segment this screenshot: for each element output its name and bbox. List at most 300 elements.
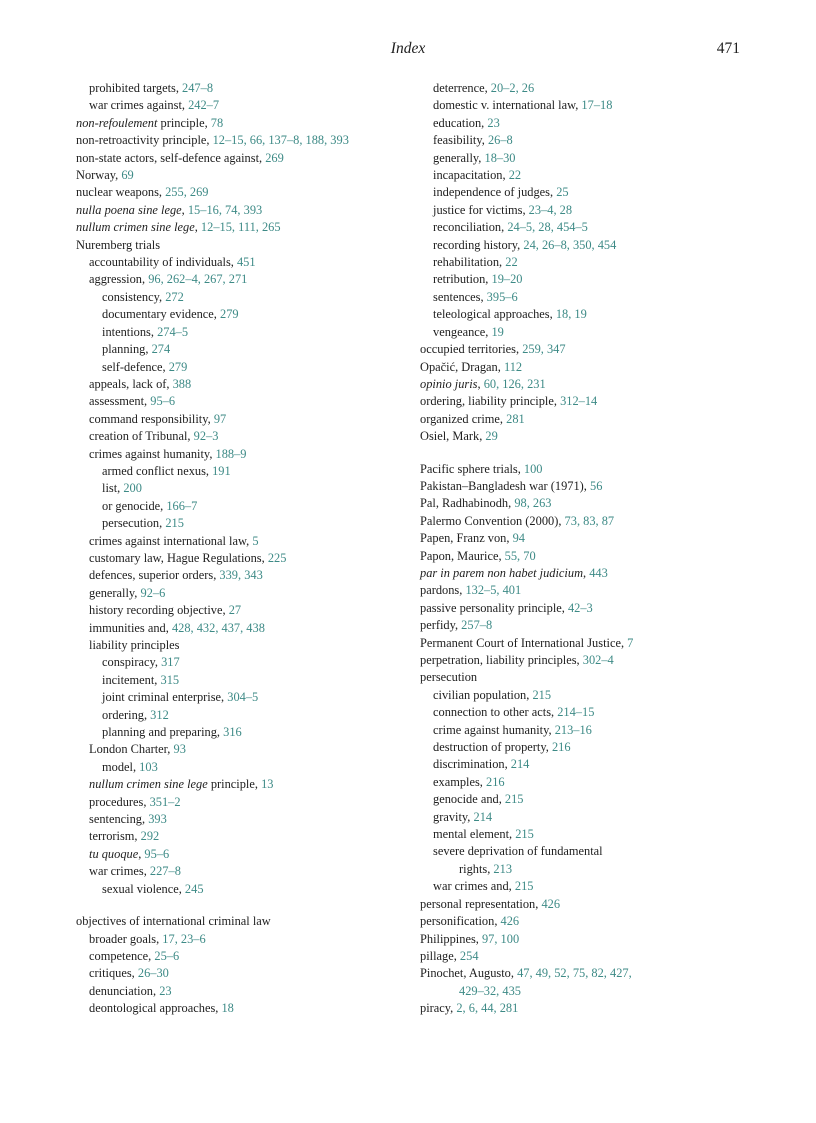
entry-text: Palermo Convention (2000), <box>420 513 565 528</box>
index-entry <box>420 478 760 495</box>
page-reference: 18, 19 <box>555 307 587 322</box>
index-entry <box>420 341 760 358</box>
index-subentry <box>420 202 760 219</box>
page-reference: 215 <box>515 827 534 842</box>
page-reference: 225 <box>267 550 287 565</box>
page-reference: 426 <box>500 914 520 929</box>
entry-text: consistency, <box>102 289 166 304</box>
page-reference: 23 <box>487 115 500 130</box>
index-entry <box>420 461 760 478</box>
index-subentry <box>76 811 406 828</box>
entry-text: accountability of individuals, <box>89 255 237 270</box>
page-reference: 216 <box>551 740 571 755</box>
index-subentry <box>76 463 406 480</box>
page-reference: 216 <box>486 774 505 789</box>
page-reference: 395–6 <box>486 289 518 304</box>
entry-text: ordering, <box>102 707 151 722</box>
page-reference: 242–7 <box>188 98 220 113</box>
page-reference: 269 <box>265 150 284 165</box>
index-subentry <box>76 289 406 306</box>
entry-text: planning, <box>102 342 152 357</box>
page-reference: 259, 347 <box>522 342 566 357</box>
index-subentry <box>420 826 760 843</box>
index-subentry <box>76 689 406 706</box>
entry-text: principle, <box>157 115 211 130</box>
entry-text: discrimination, <box>433 757 511 772</box>
entry-text: severe deprivation of fundamental <box>433 844 603 859</box>
entry-text: nuclear weapons, <box>76 185 166 200</box>
page-reference: 26–30 <box>137 966 169 981</box>
entry-text: list, <box>102 481 124 496</box>
index-subentry <box>76 324 406 341</box>
entry-text: Pinochet, Augusto, <box>420 966 518 981</box>
entry-text: defences, superior orders, <box>89 568 220 583</box>
index-subentry <box>76 637 406 654</box>
entry-text: customary law, Hague Regulations, <box>89 550 268 565</box>
page-reference: 25 <box>556 185 569 200</box>
index-subentry <box>76 602 406 619</box>
page-reference: 94 <box>512 531 525 546</box>
entry-text: Pal, Radhabinodh, <box>420 496 515 511</box>
page-reference: 12–15, 111, 265 <box>200 220 281 235</box>
index-subentry <box>76 306 406 323</box>
entry-text: Pacific sphere trials, <box>420 461 524 476</box>
page-reference: 428, 432, 437, 438 <box>171 620 265 635</box>
page-reference: 227–8 <box>149 864 181 879</box>
entry-text: critiques, <box>89 966 138 981</box>
page-reference: 451 <box>236 255 256 270</box>
index-entry <box>76 132 406 149</box>
page-reference: 20–2, 26 <box>490 81 535 95</box>
index-entry <box>420 652 760 669</box>
page-reference: 316 <box>223 725 242 740</box>
page-reference: 19 <box>491 324 504 339</box>
index-entry <box>420 635 760 652</box>
entry-text: Nuremberg trials <box>76 237 161 252</box>
entry-text: gravity, <box>433 809 474 824</box>
index-subentry <box>76 376 406 393</box>
index-entry <box>420 913 760 930</box>
index-subentry <box>420 739 760 756</box>
page-reference: 95–6 <box>144 846 170 861</box>
index-subentry <box>420 184 760 201</box>
page-reference: 22 <box>508 168 522 183</box>
entry-text: incitement, <box>102 672 161 687</box>
entry-text: terrorism, <box>89 829 141 844</box>
index-entry <box>420 495 760 512</box>
page-reference: 312–14 <box>560 394 598 409</box>
index-subentry <box>76 776 406 793</box>
page-reference: 274 <box>151 342 171 357</box>
entry-text: aggression, <box>89 272 149 287</box>
page-reference: 257–8 <box>461 618 493 633</box>
index-subentry <box>420 809 760 826</box>
entry-text: broader goals, <box>89 931 163 946</box>
page-reference: 339, 343 <box>219 568 263 583</box>
index-entry <box>76 167 406 184</box>
index-subentry <box>420 271 760 288</box>
index-subentry <box>76 480 406 497</box>
entry-text: Norway, <box>76 168 122 183</box>
index-subentry <box>76 1000 406 1017</box>
page-reference: 188–9 <box>215 446 247 461</box>
page-reference: 103 <box>139 759 158 774</box>
index-entry <box>76 913 406 930</box>
index-subentry <box>76 863 406 880</box>
page-reference: 27 <box>228 603 242 618</box>
index-subentry <box>420 722 760 739</box>
index-subentry <box>76 567 406 584</box>
page-reference: 255, 269 <box>165 185 209 200</box>
index-entry <box>76 115 406 132</box>
page-reference: 429–32, 435 <box>459 983 521 998</box>
index-subentry <box>420 878 760 895</box>
page-reference: 18 <box>221 1001 234 1016</box>
index-entry <box>420 617 760 634</box>
entry-text: armed conflict nexus, <box>102 463 213 478</box>
entry-text: destruction of property, <box>433 740 552 755</box>
entry-text: liability principles <box>89 638 180 652</box>
page-reference: 443 <box>589 565 608 580</box>
entry-text: pillage, <box>420 948 460 963</box>
page-reference: 19–20 <box>491 272 523 287</box>
page-reference: 69 <box>121 168 134 183</box>
index-entry <box>420 948 760 965</box>
index-subentry <box>76 948 406 965</box>
entry-text: perpetration, liability principles, <box>420 653 583 667</box>
entry-text: civilian population, <box>433 687 533 702</box>
entry-text: tu quoque <box>89 846 139 861</box>
index-column-right <box>420 80 760 1018</box>
page-reference: 23 <box>159 983 172 998</box>
entry-text: feasibility, <box>433 133 488 148</box>
page-reference: 47, 49, 52, 75, 82, 427, <box>517 966 632 981</box>
entry-text: nulla poena sine lege <box>76 202 182 217</box>
page-reference: 200 <box>123 481 142 496</box>
entry-text: personal representation, <box>420 896 542 911</box>
index-entry <box>420 965 760 982</box>
index-subentry <box>76 515 406 532</box>
index-subentry <box>76 759 406 776</box>
entry-text: persecution, <box>102 516 166 531</box>
page-reference: 96, 262–4, 267, 271 <box>148 272 248 287</box>
entry-text: conspiracy, <box>102 655 162 670</box>
index-subentry <box>76 341 406 358</box>
entry-text: intentions, <box>102 324 158 339</box>
page-reference: 26–8 <box>487 133 513 148</box>
page-reference: 92–3 <box>193 429 219 444</box>
entry-text: teleological approaches, <box>433 307 556 322</box>
page-reference: 166–7 <box>166 498 198 513</box>
entry-text: nullum crimen sine lege <box>89 777 208 792</box>
index-subentry <box>76 254 406 271</box>
entry-text: sentences, <box>433 289 487 304</box>
entry-text: par in parem non habet judicium <box>420 565 584 580</box>
page-reference: 215 <box>514 879 534 894</box>
index-entry <box>420 565 760 582</box>
entry-text: creation of Tribunal, <box>89 429 194 444</box>
page-reference: 97, 100 <box>481 931 520 946</box>
page-reference: 42–3 <box>567 600 593 615</box>
index-subentry <box>420 324 760 341</box>
index-subentry <box>76 393 406 410</box>
index-subentry <box>76 654 406 671</box>
index-subentry <box>420 115 760 132</box>
index-subentry <box>76 672 406 689</box>
index-subentry <box>76 550 406 567</box>
index-subentry <box>420 791 760 808</box>
entry-text: joint criminal enterprise, <box>102 690 228 705</box>
index-entry <box>420 669 760 686</box>
entry-text: or genocide, <box>102 498 167 513</box>
page-reference: 215 <box>504 792 524 807</box>
index-entry <box>420 582 760 599</box>
entry-text: prohibited targets, <box>89 81 183 95</box>
index-subentry <box>76 794 406 811</box>
index-entry <box>76 219 406 236</box>
entry-text: reconciliation, <box>433 220 508 235</box>
page-reference: 22 <box>505 255 518 270</box>
index-subentry <box>76 620 406 637</box>
entry-text: procedures, <box>89 794 150 809</box>
index-subentry <box>76 707 406 724</box>
page-reference: 25–6 <box>154 948 180 963</box>
index-subentry <box>420 237 760 254</box>
page-reference: 92–6 <box>140 585 166 600</box>
entry-text: pardons, <box>420 583 466 598</box>
page-reference: 279 <box>168 359 188 374</box>
entry-text: genocide and, <box>433 792 505 807</box>
page-reference: 73, 83, 87 <box>564 513 615 528</box>
entry-text: generally, <box>433 150 485 165</box>
page-reference: 17–18 <box>581 98 613 113</box>
page-reference: 281 <box>506 411 525 426</box>
index-subentry <box>420 756 760 773</box>
index-subentry <box>76 271 406 288</box>
entry-text: incapacitation, <box>433 168 509 183</box>
entry-text: occupied territories, <box>420 342 523 357</box>
index-subentry <box>420 306 760 323</box>
page-number: 471 <box>716 40 740 57</box>
entry-text: persecution <box>420 670 478 685</box>
page-reference: 388 <box>172 376 192 391</box>
page-reference: 214 <box>473 809 493 824</box>
page-reference: 312 <box>150 707 169 722</box>
page-reference: 214–15 <box>557 705 595 720</box>
entry-text: appeals, lack of, <box>89 376 173 391</box>
page-reference: 97 <box>213 411 227 426</box>
page-reference: 274–5 <box>157 324 189 339</box>
running-title: Index <box>390 40 426 57</box>
entry-text: examples, <box>433 774 486 789</box>
page-reference: 60, 126, 231 <box>483 376 546 391</box>
entry-text: personification, <box>420 914 501 929</box>
index-entry <box>420 931 760 948</box>
index-subentry <box>76 931 406 948</box>
page-reference: 17, 23–6 <box>162 931 206 946</box>
page-reference: 55, 70 <box>504 548 536 563</box>
entry-text: non-state actors, self-defence against, <box>76 150 266 165</box>
index-entry <box>76 237 406 254</box>
entry-text: mental element, <box>433 827 516 842</box>
index-subentry <box>420 254 760 271</box>
index-subentry <box>420 843 760 860</box>
page-reference: 426 <box>541 896 561 911</box>
index-entry <box>420 530 760 547</box>
index-subentry <box>420 704 760 721</box>
page-reference: 98, 263 <box>514 496 552 511</box>
entry-text: , <box>181 202 188 217</box>
page-reference: 24, 26–8, 350, 454 <box>523 237 617 252</box>
entry-text: Opačić, Dragan, <box>420 359 504 374</box>
page-reference: 5 <box>252 533 259 548</box>
entry-text: nullum crimen sine lege <box>76 220 195 235</box>
index-subentry <box>76 724 406 741</box>
page-reference: 279 <box>220 307 239 322</box>
page-reference: 95–6 <box>150 394 176 409</box>
page-reference: 12–15, 66, 137–8, 188, 393 <box>212 133 349 148</box>
entry-text: rehabilitation, <box>433 255 506 270</box>
page-reference: 292 <box>140 829 160 844</box>
page-reference: 215 <box>165 516 184 531</box>
page-reference: 78 <box>210 115 224 130</box>
index-subentry <box>76 446 406 463</box>
page-reference: 304–5 <box>227 690 259 705</box>
index-subentry <box>76 533 406 550</box>
entry-text: connection to other acts, <box>433 705 558 720</box>
index-subentry <box>76 428 406 445</box>
entry-text: perfidy, <box>420 618 462 633</box>
index-entry <box>420 376 760 393</box>
page-reference: 112 <box>503 359 523 374</box>
entry-text: domestic v. international law, <box>433 98 582 113</box>
index-subentry <box>76 828 406 845</box>
index-entry <box>76 202 406 219</box>
entry-text: organized crime, <box>420 411 507 426</box>
page-reference: 2, 6, 44, 281 <box>456 1001 519 1016</box>
page-reference: 18–30 <box>484 150 516 165</box>
index-entry <box>420 1000 760 1017</box>
index-entry-continuation <box>420 861 760 878</box>
page-reference: 302–4 <box>582 653 614 667</box>
index-subentry <box>76 983 406 1000</box>
entry-text: Permanent Court of International Justice, <box>420 635 628 650</box>
index-subentry <box>76 881 406 898</box>
index-subentry <box>420 219 760 236</box>
entry-text: London Charter, <box>89 742 174 757</box>
page-reference: 56 <box>590 478 603 493</box>
page-reference: 215 <box>532 687 552 702</box>
index-subentry <box>420 132 760 149</box>
entry-text: , <box>194 220 201 235</box>
index-subentry <box>76 97 406 114</box>
page-reference: 24–5, 28, 454–5 <box>507 220 588 235</box>
index-entry <box>420 359 760 376</box>
entry-text: deontological approaches, <box>89 1001 222 1016</box>
entry-text: Philippines, <box>420 931 482 946</box>
index-subentry <box>76 846 406 863</box>
entry-text: piracy, <box>420 1001 457 1016</box>
page-reference: 132–5, 401 <box>465 583 522 598</box>
page-reference: 213–16 <box>554 722 592 737</box>
index-entry <box>420 548 760 565</box>
index-entry <box>76 150 406 167</box>
index-subentry <box>76 411 406 428</box>
entry-text: history recording objective, <box>89 603 229 618</box>
entry-text: competence, <box>89 948 155 963</box>
entry-text: , <box>138 846 145 861</box>
index-entry <box>420 896 760 913</box>
index-entry <box>420 393 760 410</box>
index-entry-continuation <box>420 983 760 1000</box>
entry-text: Papen, Franz von, <box>420 531 513 546</box>
index-subentry <box>420 687 760 704</box>
entry-text: Osiel, Mark, <box>420 429 486 444</box>
index-entry <box>420 411 760 428</box>
page-reference: 191 <box>212 463 231 478</box>
entry-text: independence of judges, <box>433 185 557 200</box>
page-reference: 351–2 <box>149 794 181 809</box>
index-entry <box>420 428 760 445</box>
page-reference: 272 <box>165 289 184 304</box>
entry-text: , <box>477 376 484 391</box>
entry-text: Papon, Maurice, <box>420 548 505 563</box>
entry-text: crime against humanity, <box>433 722 555 737</box>
entry-text: , <box>583 565 590 580</box>
index-subentry <box>420 167 760 184</box>
page-reference: 213 <box>493 861 513 876</box>
index-subentry <box>76 359 406 376</box>
page-reference: 29 <box>485 429 498 444</box>
entry-text: war crimes and, <box>433 879 515 894</box>
entry-text: opinio juris <box>420 376 478 391</box>
page-reference: 247–8 <box>182 81 214 95</box>
entry-text: non-retroactivity principle, <box>76 133 213 148</box>
entry-text: deterrence, <box>433 81 491 95</box>
index-subentry <box>420 289 760 306</box>
index-entry <box>420 513 760 530</box>
page-reference: 13 <box>261 777 274 792</box>
entry-text: ordering, liability principle, <box>420 394 561 409</box>
entry-text: denunciation, <box>89 983 160 998</box>
page-reference: 100 <box>523 461 543 476</box>
entry-text: objectives of international criminal law <box>76 914 271 929</box>
index-subentry <box>76 498 406 515</box>
index-subentry <box>76 741 406 758</box>
index-subentry <box>420 97 760 114</box>
entry-text: retribution, <box>433 272 492 287</box>
entry-text: sentencing, <box>89 812 149 827</box>
index-subentry <box>420 80 760 97</box>
index-subentry <box>420 774 760 791</box>
index-entry <box>76 184 406 201</box>
page-reference: 393 <box>148 812 167 827</box>
entry-text: immunities and, <box>89 620 172 635</box>
index-subentry <box>420 150 760 167</box>
entry-text: sexual violence, <box>102 881 185 896</box>
entry-text: principle, <box>207 777 262 792</box>
page-reference: 93 <box>173 742 186 757</box>
page-header <box>0 40 816 64</box>
entry-text: war crimes, <box>89 864 150 879</box>
entry-text: vengeance, <box>433 324 492 339</box>
index-column-left <box>76 80 406 1018</box>
entry-text: planning and preparing, <box>102 725 224 740</box>
entry-text: passive personality principle, <box>420 600 568 615</box>
entry-text: crimes against international law, <box>89 533 253 548</box>
entry-text: self-defence, <box>102 359 169 374</box>
page-reference: 23–4, 28 <box>528 202 573 217</box>
